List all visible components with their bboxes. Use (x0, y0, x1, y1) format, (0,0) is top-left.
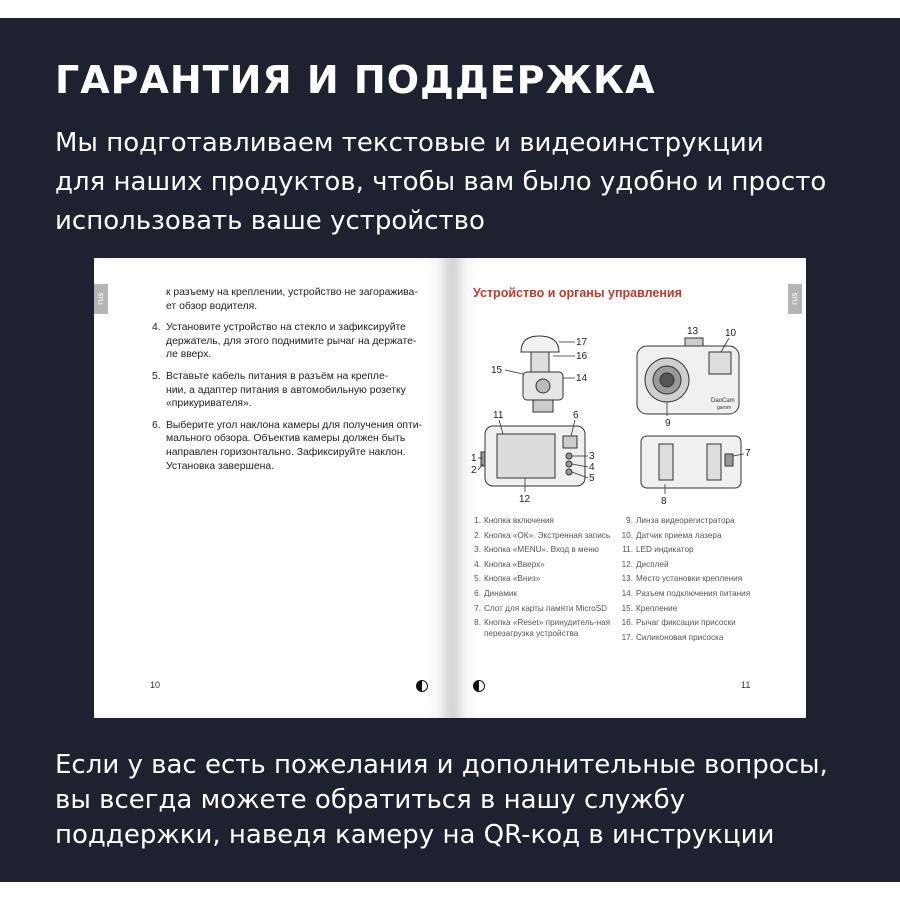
legend-item: 11. LED индикатор (622, 545, 694, 555)
legend-item: 17. Силиконовая присоска (621, 632, 724, 642)
text-line: направлен горизонтально. Зафиксируйте наклон. (166, 446, 406, 458)
outro-line: вы всегда можете обратиться в нашу службу (55, 785, 686, 815)
dashcam-diagram (463, 318, 793, 518)
callout-16: 16 (576, 351, 588, 362)
install-step-6 (152, 419, 430, 473)
step-continuation (152, 286, 430, 313)
brand-yin-icon (416, 680, 428, 692)
text-line: Установите устройство на стекло и зафиксируйте (166, 322, 406, 334)
legend-item: 7. Слот для карты памяти MicroSD (474, 603, 608, 613)
legend-list-right (619, 516, 759, 647)
legend-item: 6. Динамик (474, 588, 517, 598)
page-title: ГАРАНТИЯ И ПОДДЕРЖКА (55, 58, 656, 102)
text-line: Вставьте кабель питания в разъём на крепле- (166, 370, 389, 382)
legend-item: 14. Разъем подключения питания (621, 588, 751, 598)
text-line: Выберите угол наклона камеры для получения опти- (166, 419, 423, 431)
step-number: 4. (152, 322, 161, 334)
brand-text: garom (717, 405, 732, 411)
intro-text (55, 124, 826, 241)
intro-line: Мы подготавливаем текстовые и видеоинструкции (55, 128, 764, 158)
install-step-4 (152, 321, 430, 362)
brand-yin-icon (473, 680, 485, 692)
install-step-5 (152, 370, 430, 411)
page-number-left: 10 (150, 680, 161, 690)
legend-item: 13. Место установки крепления (621, 574, 743, 584)
callout-11: 11 (493, 410, 504, 421)
callout-1: 1 (471, 453, 477, 464)
legend-item: 12. Дисплей (621, 559, 669, 569)
page-number-right: 11 (741, 680, 751, 690)
legend-item: 15. Крепление (621, 603, 678, 613)
legend-item: 4. Кнопка «Вверх» (474, 559, 545, 569)
text-line: «прикуривателя». (166, 398, 252, 410)
callout-14: 14 (576, 373, 588, 384)
legend-item: 16. Рычаг фиксации присоски (621, 618, 736, 628)
install-steps (152, 286, 430, 481)
callout-15: 15 (491, 365, 503, 376)
text-line: ет обзор водителя. (166, 300, 258, 312)
legend-item: 2. Кнопка «ОК». Экстренная запись (474, 530, 611, 540)
side-view-drawing (641, 436, 741, 488)
legend-item: 8. Кнопка «Reset» принудитель-ная перезагрузка устройства (474, 618, 611, 638)
callout-2: 2 (471, 465, 477, 476)
legend-item: 10. Датчик приема лазера (621, 530, 722, 540)
step-number: 5. (152, 370, 161, 382)
outro-line: поддержки, наведя камеру на QR-код в инструкции (55, 820, 775, 850)
text-line: мального обзора. Объектив камеры должен быть (166, 433, 406, 445)
legend-item: 5. Кнопка «Вниз» (474, 574, 541, 584)
intro-line: использовать ваше устройство (55, 206, 485, 236)
language-tab: rus (94, 284, 108, 314)
text-line: нии, а адаптер питания в автомобильную розетку (166, 384, 406, 396)
callout-10: 10 (725, 328, 737, 339)
callout-17: 17 (576, 337, 588, 348)
text-line: Установка завершена. (166, 460, 275, 472)
callout-5: 5 (589, 473, 595, 484)
language-tab: rus (788, 284, 802, 314)
legend-item: 9. Линза видеорегистратора (626, 516, 735, 525)
legend-item: 3. Кнопка «MENU». Вход в меню (474, 545, 599, 555)
callout-4: 4 (589, 462, 595, 473)
callout-3: 3 (589, 451, 595, 462)
callout-6: 6 (573, 410, 579, 421)
callout-8: 8 (661, 496, 667, 507)
text-line: к разъему на креплении, устройство не загоражива- (166, 287, 418, 298)
callout-9: 9 (665, 418, 671, 429)
manual-booklet (94, 240, 806, 718)
outro-text (55, 748, 828, 853)
section-title: Устройство и органы управления (473, 286, 682, 300)
legend-list-left (467, 516, 617, 643)
intro-line: для наших продуктов, чтобы вам было удобно и просто (55, 167, 827, 197)
text-line: держатель, для этого поднимите рычаг на держате- (166, 335, 417, 347)
callout-13: 13 (687, 326, 699, 337)
manual-left-page (94, 258, 451, 718)
callout-12: 12 (519, 494, 531, 505)
legend-item: 1. Кнопка включения (474, 516, 554, 525)
outro-line: Если у вас есть пожелания и дополнительные вопросы, (55, 750, 828, 780)
brand-text: DaoCam (711, 398, 735, 404)
step-number: 6. (152, 419, 161, 431)
manual-right-page (453, 258, 806, 718)
text-line: ле вверх. (166, 349, 212, 361)
mount-drawing (521, 336, 563, 412)
callout-7: 7 (745, 448, 751, 459)
rear-view-drawing (481, 426, 585, 486)
